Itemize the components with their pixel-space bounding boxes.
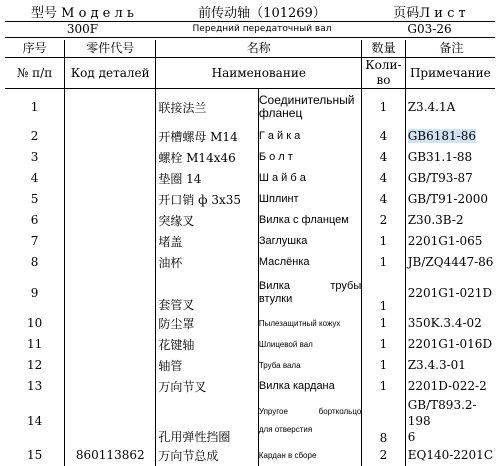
table-row <box>5 168 495 189</box>
row-remark: 2201D-022-2 <box>407 379 487 393</box>
title-cn: 前传动轴（101269） <box>160 6 364 22</box>
title-ru: Передний передаточный вал <box>160 22 364 38</box>
col-qty-cn: 数量 <box>362 40 405 58</box>
row-name-cn: 堵盖 <box>156 231 259 252</box>
row-code <box>65 231 156 252</box>
row-remark-highlighted[interactable]: GB6181-86 <box>407 129 476 143</box>
row-name-ru: Маслёнка <box>258 252 361 273</box>
page-value: G03-26 <box>364 22 495 38</box>
row-remark: GB/T91-2000 <box>407 192 489 206</box>
row-qty: 2 <box>362 210 405 231</box>
row-name-cn: 防尘罩 <box>156 313 259 334</box>
row-name-ru: Ш а й б а <box>258 168 361 189</box>
row-no: 4 <box>5 168 65 189</box>
row-code <box>65 313 156 334</box>
row-remark: Z3.4.3-01 <box>407 358 466 372</box>
col-remark-ru: Примечание <box>405 58 495 89</box>
row-code <box>65 126 156 147</box>
row-no: 8 <box>5 252 65 273</box>
row-code <box>65 168 156 189</box>
row-no: 2 <box>5 126 65 147</box>
row-qty: 4 <box>362 189 405 210</box>
row-name-ru-line1: Упругое борткольцо <box>258 406 362 416</box>
row-name-cn: 油杯 <box>156 252 259 273</box>
row-code <box>65 189 156 210</box>
table-row <box>5 210 495 231</box>
row-name-ru-line2: втулки <box>258 292 293 305</box>
row-name-ru: Пылезащитный кожух <box>258 313 361 334</box>
row-remark: 2201G1-021D <box>407 285 493 300</box>
table-row <box>5 397 495 445</box>
row-name-ru-line2: для отверстия <box>258 424 313 434</box>
row-remark: 2201G1-065 <box>407 234 483 248</box>
col-name-ru: Наименование <box>156 58 362 89</box>
row-qty: 4 <box>362 126 405 147</box>
row-code <box>65 376 156 397</box>
model-value: 300F <box>5 22 160 38</box>
row-remark: 350K.3.4-02 <box>407 316 482 330</box>
row-remark: GB/T93-87 <box>407 171 473 185</box>
row-name-ru: Вилка с фланцем <box>258 210 361 231</box>
row-code <box>65 89 156 126</box>
table-row <box>5 126 495 147</box>
col-qty-ru <box>362 58 405 89</box>
row-remark: Z30.3B-2 <box>407 213 464 227</box>
col-no-cn: 序号 <box>5 40 65 58</box>
row-qty: 1 <box>362 334 405 355</box>
row-no: 14 <box>5 397 65 445</box>
table-row <box>5 376 495 397</box>
table-row <box>5 89 495 126</box>
row-remark: EQ140-2201C <box>407 448 493 462</box>
row-qty: 1 <box>362 376 405 397</box>
row-name-cn: 开口销 ф 3x35 <box>156 189 259 210</box>
row-name-cn: 万向节总成 <box>156 445 259 466</box>
row-qty: 4 <box>362 147 405 168</box>
col-name-cn: 名称 <box>156 40 362 58</box>
row-name-cn: 花键轴 <box>156 334 259 355</box>
row-qty: 4 <box>362 168 405 189</box>
row-qty: 8 <box>362 397 405 445</box>
table-row <box>5 273 495 313</box>
row-remark: 2201G1-016D <box>407 337 493 351</box>
row-qty: 1 <box>362 252 405 273</box>
row-name-ru: Труба вала <box>258 355 361 376</box>
row-name-ru: Соединительный фланец <box>258 89 361 126</box>
row-name-ru: Шлицевой вал <box>258 334 361 355</box>
row-no: 7 <box>5 231 65 252</box>
row-name-cn: 孔用弹性挡圈 <box>156 397 259 445</box>
row-name-ru: Заглушка <box>258 231 361 252</box>
row-no: 9 <box>5 273 65 313</box>
row-code <box>65 210 156 231</box>
row-no: 3 <box>5 147 65 168</box>
table-row <box>5 189 495 210</box>
row-qty: 2 <box>362 445 405 466</box>
col-qty-ru-line2: во <box>376 73 391 87</box>
row-name-ru: Б о л т <box>258 147 361 168</box>
row-no: 5 <box>5 189 65 210</box>
row-no: 6 <box>5 210 65 231</box>
table-row <box>5 231 495 252</box>
row-no: 12 <box>5 355 65 376</box>
row-qty: 1 <box>362 273 405 313</box>
col-qty-ru-line1: Коли- <box>365 58 402 72</box>
row-name-cn: 螺栓 M14x46 <box>156 147 259 168</box>
row-code <box>65 252 156 273</box>
row-remark: Z3.4.1A <box>407 100 456 115</box>
row-name-cn: 开槽螺母 M14 <box>156 126 259 147</box>
row-qty: 1 <box>362 313 405 334</box>
row-qty: 1 <box>362 355 405 376</box>
table-row <box>5 252 495 273</box>
row-name-cn: 套管叉 <box>156 273 259 313</box>
row-no: 10 <box>5 313 65 334</box>
row-code: 860113862 <box>65 445 156 466</box>
row-name-ru: Г а й к а <box>258 126 361 147</box>
row-code <box>65 273 156 313</box>
row-no: 1 <box>5 89 65 126</box>
table-row <box>5 355 495 376</box>
row-name-cn: 轴管 <box>156 355 259 376</box>
table-row <box>5 313 495 334</box>
row-name-ru-line1: Вилка трубы <box>258 279 362 292</box>
row-name-cn: 突缘叉 <box>156 210 259 231</box>
row-qty: 1 <box>362 231 405 252</box>
col-remark-cn: 备注 <box>405 40 495 58</box>
row-name-cn: 联接法兰 <box>156 89 259 126</box>
col-no-ru: № п/п <box>5 58 65 89</box>
row-remark-line2: 6 <box>407 429 416 444</box>
row-name-cn: 万向节叉 <box>156 376 259 397</box>
row-name-ru: Кардан в сборе <box>258 445 361 466</box>
row-code <box>65 355 156 376</box>
row-code <box>65 397 156 445</box>
table-row <box>5 334 495 355</box>
row-code <box>65 147 156 168</box>
parts-table <box>5 40 495 466</box>
page-label: 页码Л и с т <box>364 6 495 22</box>
row-code <box>65 334 156 355</box>
row-remark: JB/ZQ4447-86 <box>407 255 494 269</box>
col-code-cn: 零件代号 <box>65 40 156 58</box>
table-row <box>5 445 495 466</box>
row-name-cn: 垫圈 14 <box>156 168 259 189</box>
row-name-ru: Шплинт <box>258 189 361 210</box>
row-remark: GB31.1-88 <box>407 150 473 164</box>
document-header <box>5 6 495 38</box>
row-remark-line1: GB/T893.2-198 <box>407 397 477 428</box>
row-no: 13 <box>5 376 65 397</box>
row-name-ru: Вилка кардана <box>258 376 361 397</box>
row-qty: 1 <box>362 89 405 126</box>
col-code-ru: Код деталей <box>65 58 156 89</box>
row-no: 11 <box>5 334 65 355</box>
model-label: 型号 М о д е л ь <box>5 6 160 22</box>
row-no: 15 <box>5 445 65 466</box>
table-row <box>5 147 495 168</box>
